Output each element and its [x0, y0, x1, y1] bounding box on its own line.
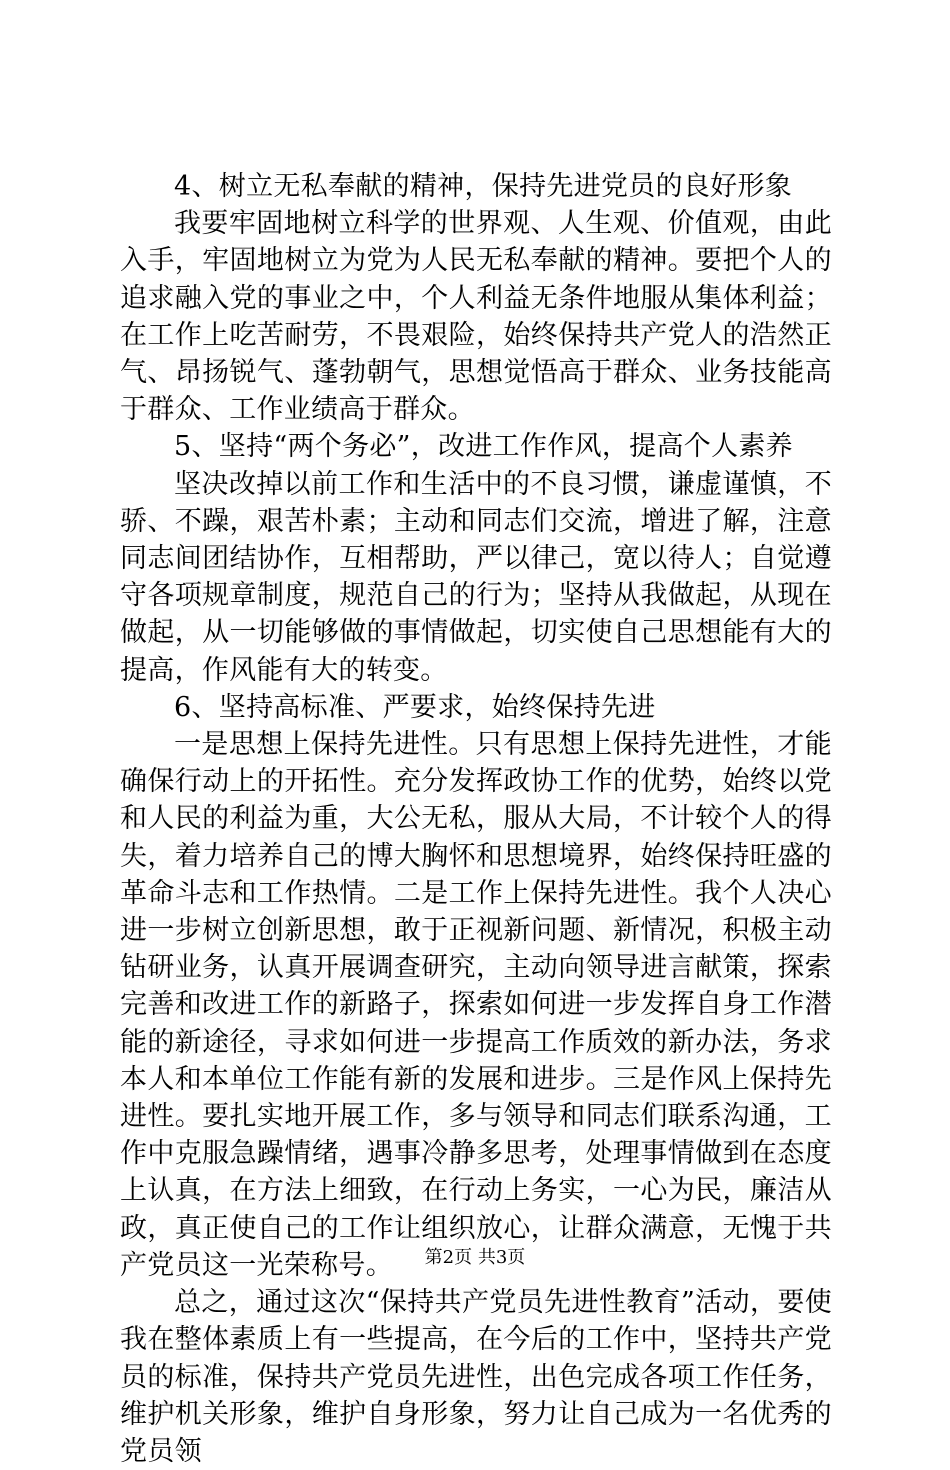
section-heading-4: 4、树立无私奉献的精神，保持先进党员的良好形象: [174, 171, 793, 202]
document-body: [120, 168, 832, 1470]
body-paragraph-conclusion: 总之，通过这次“保持共产党员先进性教育”活动，要使我在整体素质上有一些提高，在今后的工作中，坚持共产党员的标准，保持共产党员先进性，出色完成各项工作任务，维护机关形象，维护自身形象，努力让自己成为一名优秀的党员领: [120, 1287, 832, 1467]
body-paragraph: 我要牢固地树立科学的世界观、人生观、价值观，由此入手，牢固地树立为党为人民无私奉献的精神。要把个人的追求融入党的事业之中，个人利益无条件地服从集体利益；在工作上吃苦耐劳，不畏艰险，始终保持共产党人的浩然正气、昂扬锐气、蓬勃朝气，思想觉悟高于群众、业务技能高于群众、工作业绩高于群众。: [120, 208, 832, 426]
body-paragraph: 坚决改掉以前工作和生活中的不良习惯，谦虚谨慎，不骄、不躁，艰苦朴素；主动和同志们交流，增进了解，注意同志间团结协作，互相帮助，严以律己，宽以待人；自觉遵守各项规章制度，规范自己的行为；坚持从我做起，从现在做起，从一切能够做的事情做起，切实使自己思想能有大的提高，作风能有大的转变。: [120, 468, 832, 686]
body-paragraph: 一是思想上保持先进性。只有思想上保持先进性，才能确保行动上的开拓性。充分发挥政协工作的优势，始终以党和人民的利益为重，大公无私，服从大局，不计较个人的得失，着力培养自己的博大胸怀和思想境界，始终保持旺盛的革命斗志和工作热情。二是工作上保持先进性。我个人决心进一步树立创新思想，敢于正视新问题、新情况，积极主动钻研业务，认真开展调查研究，主动向领导进言献策，探索完善和改进工作的新路子，探索如何进一步发挥自身工作潜能的新途径，寻求如何进一步提高工作质效的新办法，务求本人和本单位工作能有新的发展和进步。三是作风上保持先进性。要扎实地开展工作，多与领导和同志们联系沟通，工作中克服急躁情绪，遇事冷静多思考，处理事情做到在态度上认真，在方法上细致，在行动上务实，一心为民，廉洁从政，真正使自己的工作让组织放心，让群众满意，无愧于共产党员这一光荣称号。: [120, 729, 832, 1281]
section-heading-6: 6、坚持高标准、严要求，始终保持先进: [174, 691, 656, 723]
section-heading-5: 5、坚持“两个务必”，改进工作作风，提高个人素养: [174, 431, 793, 463]
page-number-footer: 第2页 共3页: [424, 1247, 526, 1268]
